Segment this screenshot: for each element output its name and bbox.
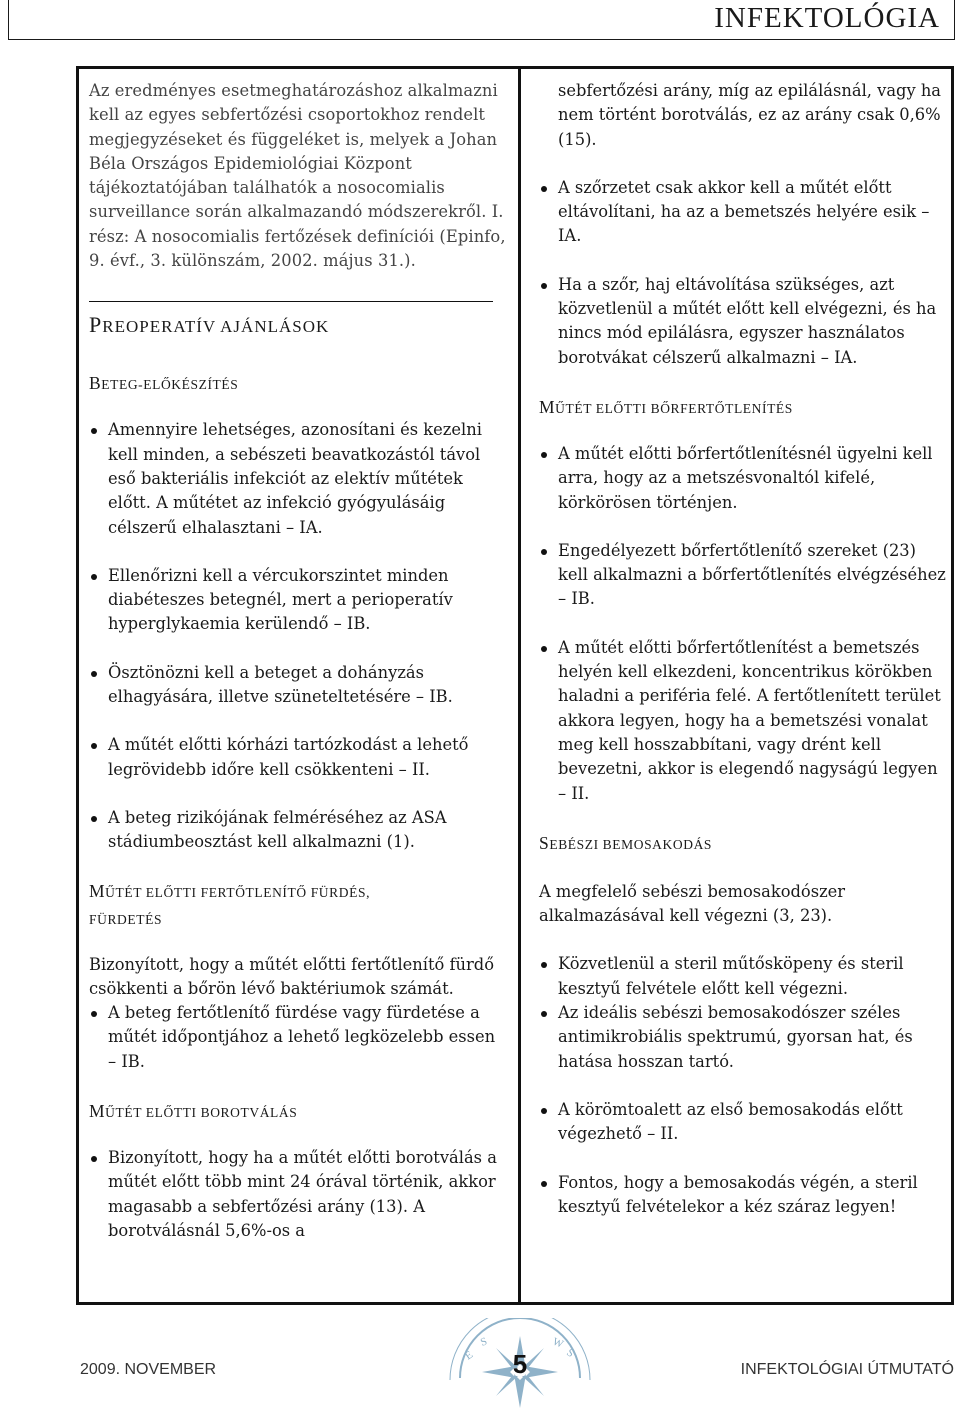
list-item: Amennyire lehetséges, azonosítani és kezelni kell minden, a sebészeti beavatkozástól távol eső bakteriális infekciót az elektív műtétek előtt. A műtétet az infekció gyógyulásáig célszerű elhalasztani – IA.: [89, 418, 507, 539]
subheading-furdes: MŰTÉT ELŐTTI FERTŐTLENÍTŐ FÜRDÉS, FÜRDETÉS: [89, 880, 371, 927]
svg-text:S: S: [478, 1335, 489, 1349]
list-item: Engedélyezett bőrfertőtlenítő szereket (23) kell alkalmazni a bőrfertőtlenítés elvégzéséhez – IB.: [539, 539, 949, 612]
borotvalas-continued-list: [539, 176, 949, 370]
list-item: Bizonyított, hogy ha a műtét előtti borotválás a műtét előtt több mint 24 órával történik, akkor magasabb a sebfertőzési arány (13). A borotválásnál 5,6%-os a: [89, 1146, 507, 1243]
list-item: A műtét előtti bőrfertőtlenítést a bemetszés helyén kell elkezdeni, koncentrikus körökben haladni a periféria felé. A fertőtlenített terület akkora legyen, hogy ha a bemetszési vonalat meg kell hosszabbítani, vagy drént kell bevezetni, akkor is elegendő nagyságú legyen – II.: [539, 636, 949, 806]
footer-date: 2009. NOVEMBER: [80, 1361, 217, 1378]
furdes-list: [89, 1001, 507, 1074]
borotvalas-list: [89, 1146, 507, 1243]
list-item: A műtét előtti kórházi tartózkodást a lehető legrövidebb időre kell csökkenteni – II.: [89, 733, 507, 782]
svg-text:W: W: [550, 1335, 566, 1351]
section-title: PREOPERATÍV AJÁNLÁSOK: [89, 312, 330, 338]
column-divider: [518, 66, 521, 1305]
svg-text:S: S: [564, 1346, 577, 1360]
list-item: Az ideális sebészi bemosakodószer széles antimikrobiális spektrumú, gyorsan hat, és hatása hosszan tartó.: [539, 1001, 949, 1074]
running-header-title: INFEKTOLÓGIA: [714, 2, 940, 34]
intro-paragraph: Az eredményes esetmeghatározáshoz alkalmazni kell az egyes sebfertőzési csoportokhoz rendelt megjegyzéseket és függeléket is, melyek a Johan Béla Országos Epidemiológiai Központ tájékoztatójában találhatók a nosocomialis surveillance során alkalmazandó módszerekről. I. rész: A nosocomialis fertőzések definíciói (Epinfo, 9. évf., 3. különszám, 2002. május 31.).: [89, 81, 506, 271]
page-number: 5: [512, 1349, 528, 1379]
list-item: A beteg fertőtlenítő fürdése vagy fürdetése a műtét időpontjához a lehető legközelebb essen – IB.: [89, 1001, 507, 1074]
subheading-bemosakodas: SEBÉSZI BEMOSAKODÁS: [539, 832, 713, 853]
right-column: [539, 79, 949, 1219]
subheading-borotvalas: MŰTÉT ELŐTTI BOROTVÁLÁS: [89, 1101, 298, 1122]
bemosakodas-list: [539, 952, 949, 1219]
footer-publication: INFEKTOLÓGIAI ÚTMUTATÓ: [740, 1361, 954, 1378]
list-item: Ösztönözni kell a beteget a dohányzás elhagyására, illetve szüneteltetésére – IB.: [89, 661, 507, 710]
svg-text:E: E: [462, 1348, 476, 1363]
list-item: Fontos, hogy a bemosakodás végén, a steril kesztyű felvételekor a kéz száraz legyen!: [539, 1171, 949, 1220]
beteg-elokeszites-list: [89, 418, 507, 854]
list-item: A szőrzetet csak akkor kell a műtét előtt eltávolítani, ha az a bemetszés helyére esik – IA.: [539, 176, 949, 249]
list-item: A műtét előtti bőrfertőtlenítésnél ügyelni kell arra, hogy az a metszésvonaltól kifelé, körkörösen történjen.: [539, 442, 949, 515]
left-column: [89, 79, 507, 1243]
header-bar: [8, 0, 955, 40]
bemosakodas-paragraph: A megfelelő sebészi bemosakodószer alkalmazásával kell végezni (3, 23).: [539, 881, 846, 926]
list-item: A körömtoalett az első bemosakodás előtt végezhető – II.: [539, 1098, 949, 1147]
furdes-paragraph: Bizonyított, hogy a műtét előtti fertőtlenítő fürdő csökkenti a bőrön lévő baktériumok számát.: [89, 954, 495, 998]
list-item: Ellenőrizni kell a vércukorszintet minden diabéteszes betegnél, mert a perioperatív hyperglykaemia kerülendő – IB.: [89, 564, 507, 637]
section-rule: [89, 301, 493, 302]
list-item: A beteg rizikójának felméréséhez az ASA stádiumbeosztást kell alkalmazni (1).: [89, 806, 507, 855]
list-item: Ha a szőr, haj eltávolítása szükséges, azt közvetlenül a műtét előtt kell elvégezni, és ha nincs mód epilálásra, egyszer használatos borotvákat célszerű alkalmazni – IA.: [539, 273, 949, 370]
list-item: Közvetlenül a steril műtősköpeny és steril kesztyű felvétele előtt kell végezni.: [539, 952, 949, 1001]
subheading-beteg-elokeszites: BETEG-ELŐKÉSZÍTÉS: [89, 373, 239, 394]
borfertotlenites-list: [539, 442, 949, 806]
subheading-borfertotlenites: MŰTÉT ELŐTTI BŐRFERTŐTLENÍTÉS: [539, 396, 793, 417]
continued-paragraph: sebfertőzési arány, míg az epilálásnál, vagy ha nem történt borotválás, ez az arány csak 0,6% (15).: [558, 81, 942, 149]
